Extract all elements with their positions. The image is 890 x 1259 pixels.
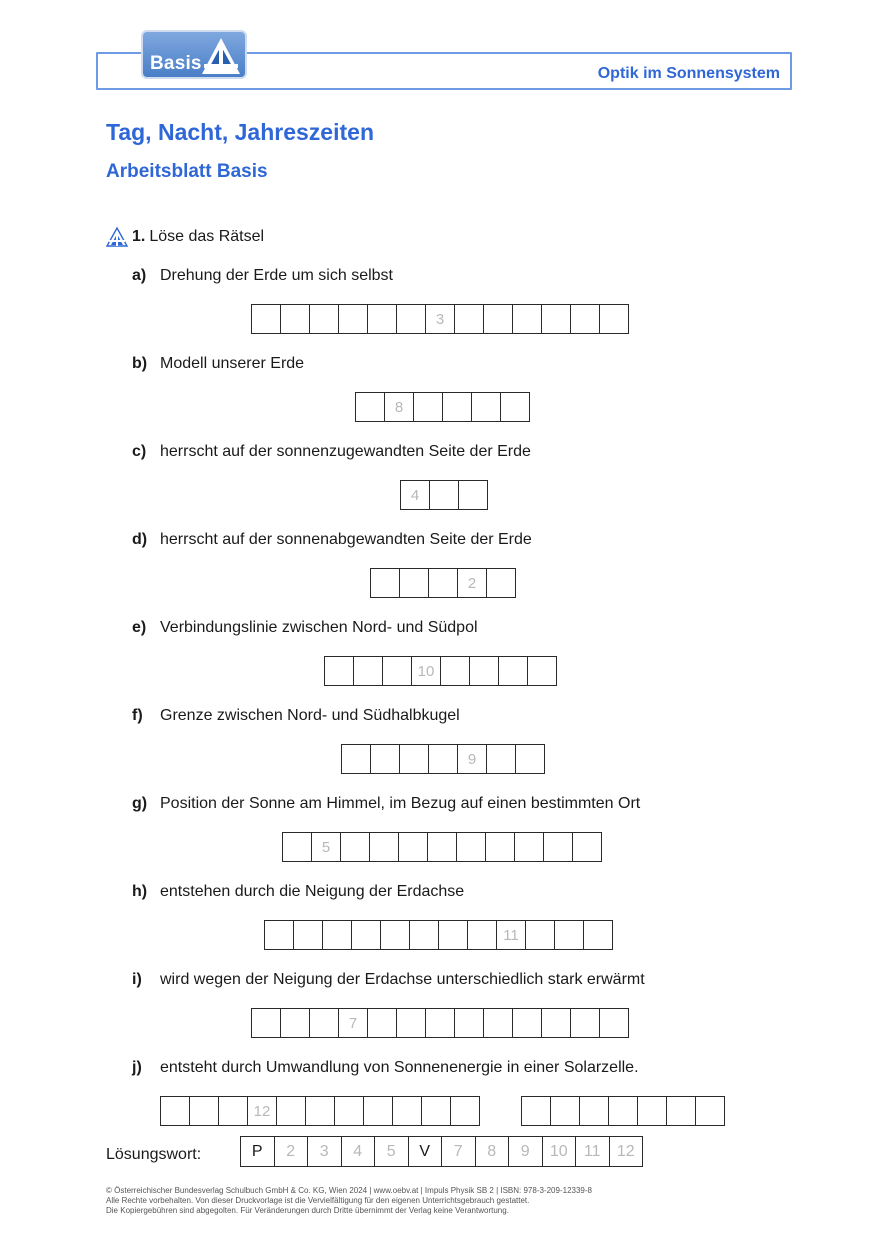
answer-box[interactable]: 9 <box>508 1136 543 1167</box>
answer-box[interactable] <box>322 920 352 950</box>
answer-box[interactable] <box>666 1096 696 1126</box>
question-a <box>132 267 393 285</box>
answer-box[interactable] <box>467 920 497 950</box>
answer-box[interactable] <box>599 304 629 334</box>
answer-box[interactable] <box>382 656 412 686</box>
answer-box[interactable] <box>280 304 310 334</box>
answer-box[interactable] <box>500 392 530 422</box>
answer-box[interactable] <box>351 920 381 950</box>
answer-box[interactable]: 12 <box>247 1096 277 1126</box>
answer-box[interactable] <box>456 832 486 862</box>
answer-box[interactable] <box>189 1096 219 1126</box>
answer-box[interactable] <box>527 656 557 686</box>
question-text: Verbindungslinie zwischen Nord- und Südpol <box>160 619 478 636</box>
question-letter: b) <box>132 355 148 372</box>
answer-box[interactable] <box>570 304 600 334</box>
answer-box[interactable] <box>572 832 602 862</box>
answer-box[interactable] <box>309 304 339 334</box>
question-text: Grenze zwischen Nord- und Südhalbkugel <box>160 707 460 724</box>
answer-box[interactable]: 5 <box>374 1136 409 1167</box>
answer-box[interactable] <box>440 656 470 686</box>
question-text: wird wegen der Neigung der Erdachse unterschiedlich stark erwärmt <box>160 971 645 988</box>
task-instruction: Löse das Rätsel <box>149 228 265 245</box>
answer-box[interactable] <box>413 392 443 422</box>
footer <box>106 1186 592 1216</box>
answer-box[interactable] <box>637 1096 667 1126</box>
footer-line: © Österreichischer Bundesverlag Schulbuch GmbH & Co. KG, Wien 2024 | www.oebv.at | Impuls Physik SB 2 | ISBN: 978-3-209-12339-8 <box>106 1186 592 1195</box>
answer-box[interactable] <box>380 920 410 950</box>
footer-line: Alle Rechte vorbehalten. Von dieser Druckvorlage ist die Vervielfältigung für den eigenen Unterrichtsgebrauch gestattet. <box>106 1196 530 1205</box>
question-text: entstehen durch die Neigung der Erdachse <box>160 883 465 900</box>
question-letter: j) <box>132 1059 142 1076</box>
answer-box[interactable]: 12 <box>609 1136 644 1167</box>
question-letter: c) <box>132 443 147 460</box>
answer-box[interactable] <box>579 1096 609 1126</box>
answer-box[interactable] <box>367 304 397 334</box>
question-letter: a) <box>132 267 147 284</box>
answer-box[interactable]: 9 <box>457 744 487 774</box>
answer-box[interactable] <box>341 744 371 774</box>
question-text: entsteht durch Umwandlung von Sonnenenergie in einer Solarzelle. <box>160 1059 639 1076</box>
answer-box[interactable] <box>608 1096 638 1126</box>
answer-row-c <box>400 480 488 510</box>
answer-box[interactable]: 7 <box>441 1136 476 1167</box>
answer-box[interactable] <box>309 1008 339 1038</box>
answer-row-b <box>355 392 530 422</box>
answer-box[interactable] <box>425 1008 455 1038</box>
answer-box[interactable]: 11 <box>575 1136 610 1167</box>
answer-box[interactable] <box>370 568 400 598</box>
answer-box[interactable] <box>483 1008 513 1038</box>
question-letter: f) <box>132 707 143 724</box>
answer-box[interactable] <box>525 920 555 950</box>
answer-box[interactable]: 7 <box>338 1008 368 1038</box>
answer-box[interactable] <box>483 304 513 334</box>
answer-box[interactable] <box>512 304 542 334</box>
answer-box[interactable] <box>486 744 516 774</box>
footer-line: Die Kopiergebühren sind abgegolten. Für Veränderungen durch Dritte übernimmt der Verlag keine Verantwortung. <box>106 1206 509 1215</box>
answer-box[interactable]: 10 <box>542 1136 577 1167</box>
answer-box[interactable] <box>458 480 488 510</box>
answer-box[interactable] <box>363 1096 393 1126</box>
triangle-logo-icon <box>200 36 242 76</box>
answer-box[interactable] <box>428 568 458 598</box>
answer-box[interactable] <box>554 920 584 950</box>
page-subtitle: Arbeitsblatt Basis <box>106 161 268 182</box>
answer-row-g <box>282 832 602 862</box>
answer-box[interactable]: 3 <box>425 304 455 334</box>
question-letter: h) <box>132 883 148 900</box>
answer-box[interactable] <box>469 656 499 686</box>
answer-box[interactable] <box>428 744 458 774</box>
answer-box[interactable]: 11 <box>496 920 526 950</box>
answer-box[interactable] <box>251 1008 281 1038</box>
answer-box[interactable] <box>353 656 383 686</box>
answer-box[interactable]: P <box>240 1136 275 1167</box>
question-text: Modell unserer Erde <box>160 355 305 372</box>
answer-box[interactable] <box>280 1008 310 1038</box>
answer-box[interactable] <box>392 1096 422 1126</box>
answer-box[interactable] <box>282 832 312 862</box>
answer-box[interactable] <box>498 656 528 686</box>
answer-box[interactable] <box>429 480 459 510</box>
answer-box[interactable] <box>486 568 516 598</box>
answer-box[interactable] <box>485 832 515 862</box>
answer-row-h <box>264 920 613 950</box>
answer-box[interactable]: 8 <box>384 392 414 422</box>
answer-row-i <box>251 1008 629 1038</box>
answer-box[interactable] <box>427 832 457 862</box>
answer-box[interactable] <box>599 1008 629 1038</box>
answer-box[interactable] <box>355 392 385 422</box>
question-text: Position der Sonne am Himmel, im Bezug auf einen bestimmten Ort <box>160 795 641 812</box>
question-text: Drehung der Erde um sich selbst <box>160 267 393 284</box>
question-j <box>132 1059 639 1077</box>
answer-box[interactable] <box>324 656 354 686</box>
answer-box[interactable]: 3 <box>307 1136 342 1167</box>
answer-box[interactable] <box>695 1096 725 1126</box>
answer-row-f <box>341 744 545 774</box>
answer-box[interactable] <box>515 744 545 774</box>
question-text: herrscht auf der sonnenabgewandten Seite der Erde <box>160 531 532 548</box>
question-letter: e) <box>132 619 147 636</box>
question-letter: i) <box>132 971 142 988</box>
answer-row-j-word1 <box>160 1096 480 1126</box>
answer-box[interactable] <box>334 1096 364 1126</box>
answer-box[interactable]: 4 <box>400 480 430 510</box>
answer-box[interactable] <box>340 832 370 862</box>
answer-box[interactable] <box>454 304 484 334</box>
answer-box[interactable] <box>570 1008 600 1038</box>
question-g <box>132 795 640 813</box>
answer-box[interactable] <box>541 304 571 334</box>
answer-row-a <box>251 304 629 334</box>
answer-box[interactable] <box>370 744 400 774</box>
answer-box[interactable] <box>543 832 573 862</box>
question-text: herrscht auf der sonnenzugewandten Seite der Erde <box>160 443 531 460</box>
answer-box[interactable] <box>399 744 429 774</box>
task-heading <box>106 227 264 247</box>
question-e <box>132 619 478 637</box>
answer-box[interactable] <box>442 392 472 422</box>
answer-box[interactable] <box>396 304 426 334</box>
answer-box[interactable]: 5 <box>311 832 341 862</box>
answer-box[interactable]: 4 <box>341 1136 376 1167</box>
answer-box[interactable] <box>276 1096 306 1126</box>
question-f <box>132 707 460 725</box>
answer-box[interactable] <box>396 1008 426 1038</box>
answer-box[interactable] <box>338 304 368 334</box>
answer-row-j-word2 <box>521 1096 725 1126</box>
answer-box[interactable] <box>421 1096 451 1126</box>
answer-box[interactable] <box>160 1096 190 1126</box>
answer-box[interactable]: 10 <box>411 656 441 686</box>
question-i <box>132 971 645 989</box>
basis-level-icon <box>106 227 128 247</box>
answer-box[interactable] <box>450 1096 480 1126</box>
solution-row <box>240 1136 643 1167</box>
answer-box[interactable] <box>398 832 428 862</box>
answer-box[interactable] <box>293 920 323 950</box>
answer-box[interactable]: 2 <box>457 568 487 598</box>
solution-label: Lösungswort: <box>106 1146 202 1163</box>
question-letter: g) <box>132 795 148 812</box>
answer-box[interactable] <box>305 1096 335 1126</box>
answer-box[interactable] <box>399 568 429 598</box>
answer-box[interactable] <box>218 1096 248 1126</box>
answer-box[interactable] <box>550 1096 580 1126</box>
task-number: 1. <box>132 228 146 245</box>
question-letter: d) <box>132 531 148 548</box>
answer-box[interactable]: 2 <box>274 1136 309 1167</box>
answer-box[interactable] <box>367 1008 397 1038</box>
answer-box[interactable] <box>251 304 281 334</box>
answer-box[interactable] <box>471 392 501 422</box>
logo-text: Basis <box>150 53 202 74</box>
question-c <box>132 443 531 461</box>
answer-box[interactable] <box>438 920 468 950</box>
answer-box[interactable] <box>541 1008 571 1038</box>
page-title: Tag, Nacht, Jahreszeiten <box>106 119 374 145</box>
answer-box[interactable]: V <box>408 1136 443 1167</box>
question-d <box>132 531 532 549</box>
header-topic: Optik im Sonnensystem <box>597 65 780 82</box>
answer-box[interactable] <box>409 920 439 950</box>
basis-logo <box>141 30 247 79</box>
answer-box[interactable] <box>583 920 613 950</box>
answer-row-d <box>370 568 516 598</box>
answer-box[interactable] <box>521 1096 551 1126</box>
question-b <box>132 355 304 373</box>
answer-box[interactable] <box>512 1008 542 1038</box>
answer-box[interactable]: 8 <box>475 1136 510 1167</box>
answer-row-e <box>324 656 557 686</box>
question-h <box>132 883 464 901</box>
answer-box[interactable] <box>454 1008 484 1038</box>
answer-box[interactable] <box>264 920 294 950</box>
answer-box[interactable] <box>369 832 399 862</box>
answer-box[interactable] <box>514 832 544 862</box>
